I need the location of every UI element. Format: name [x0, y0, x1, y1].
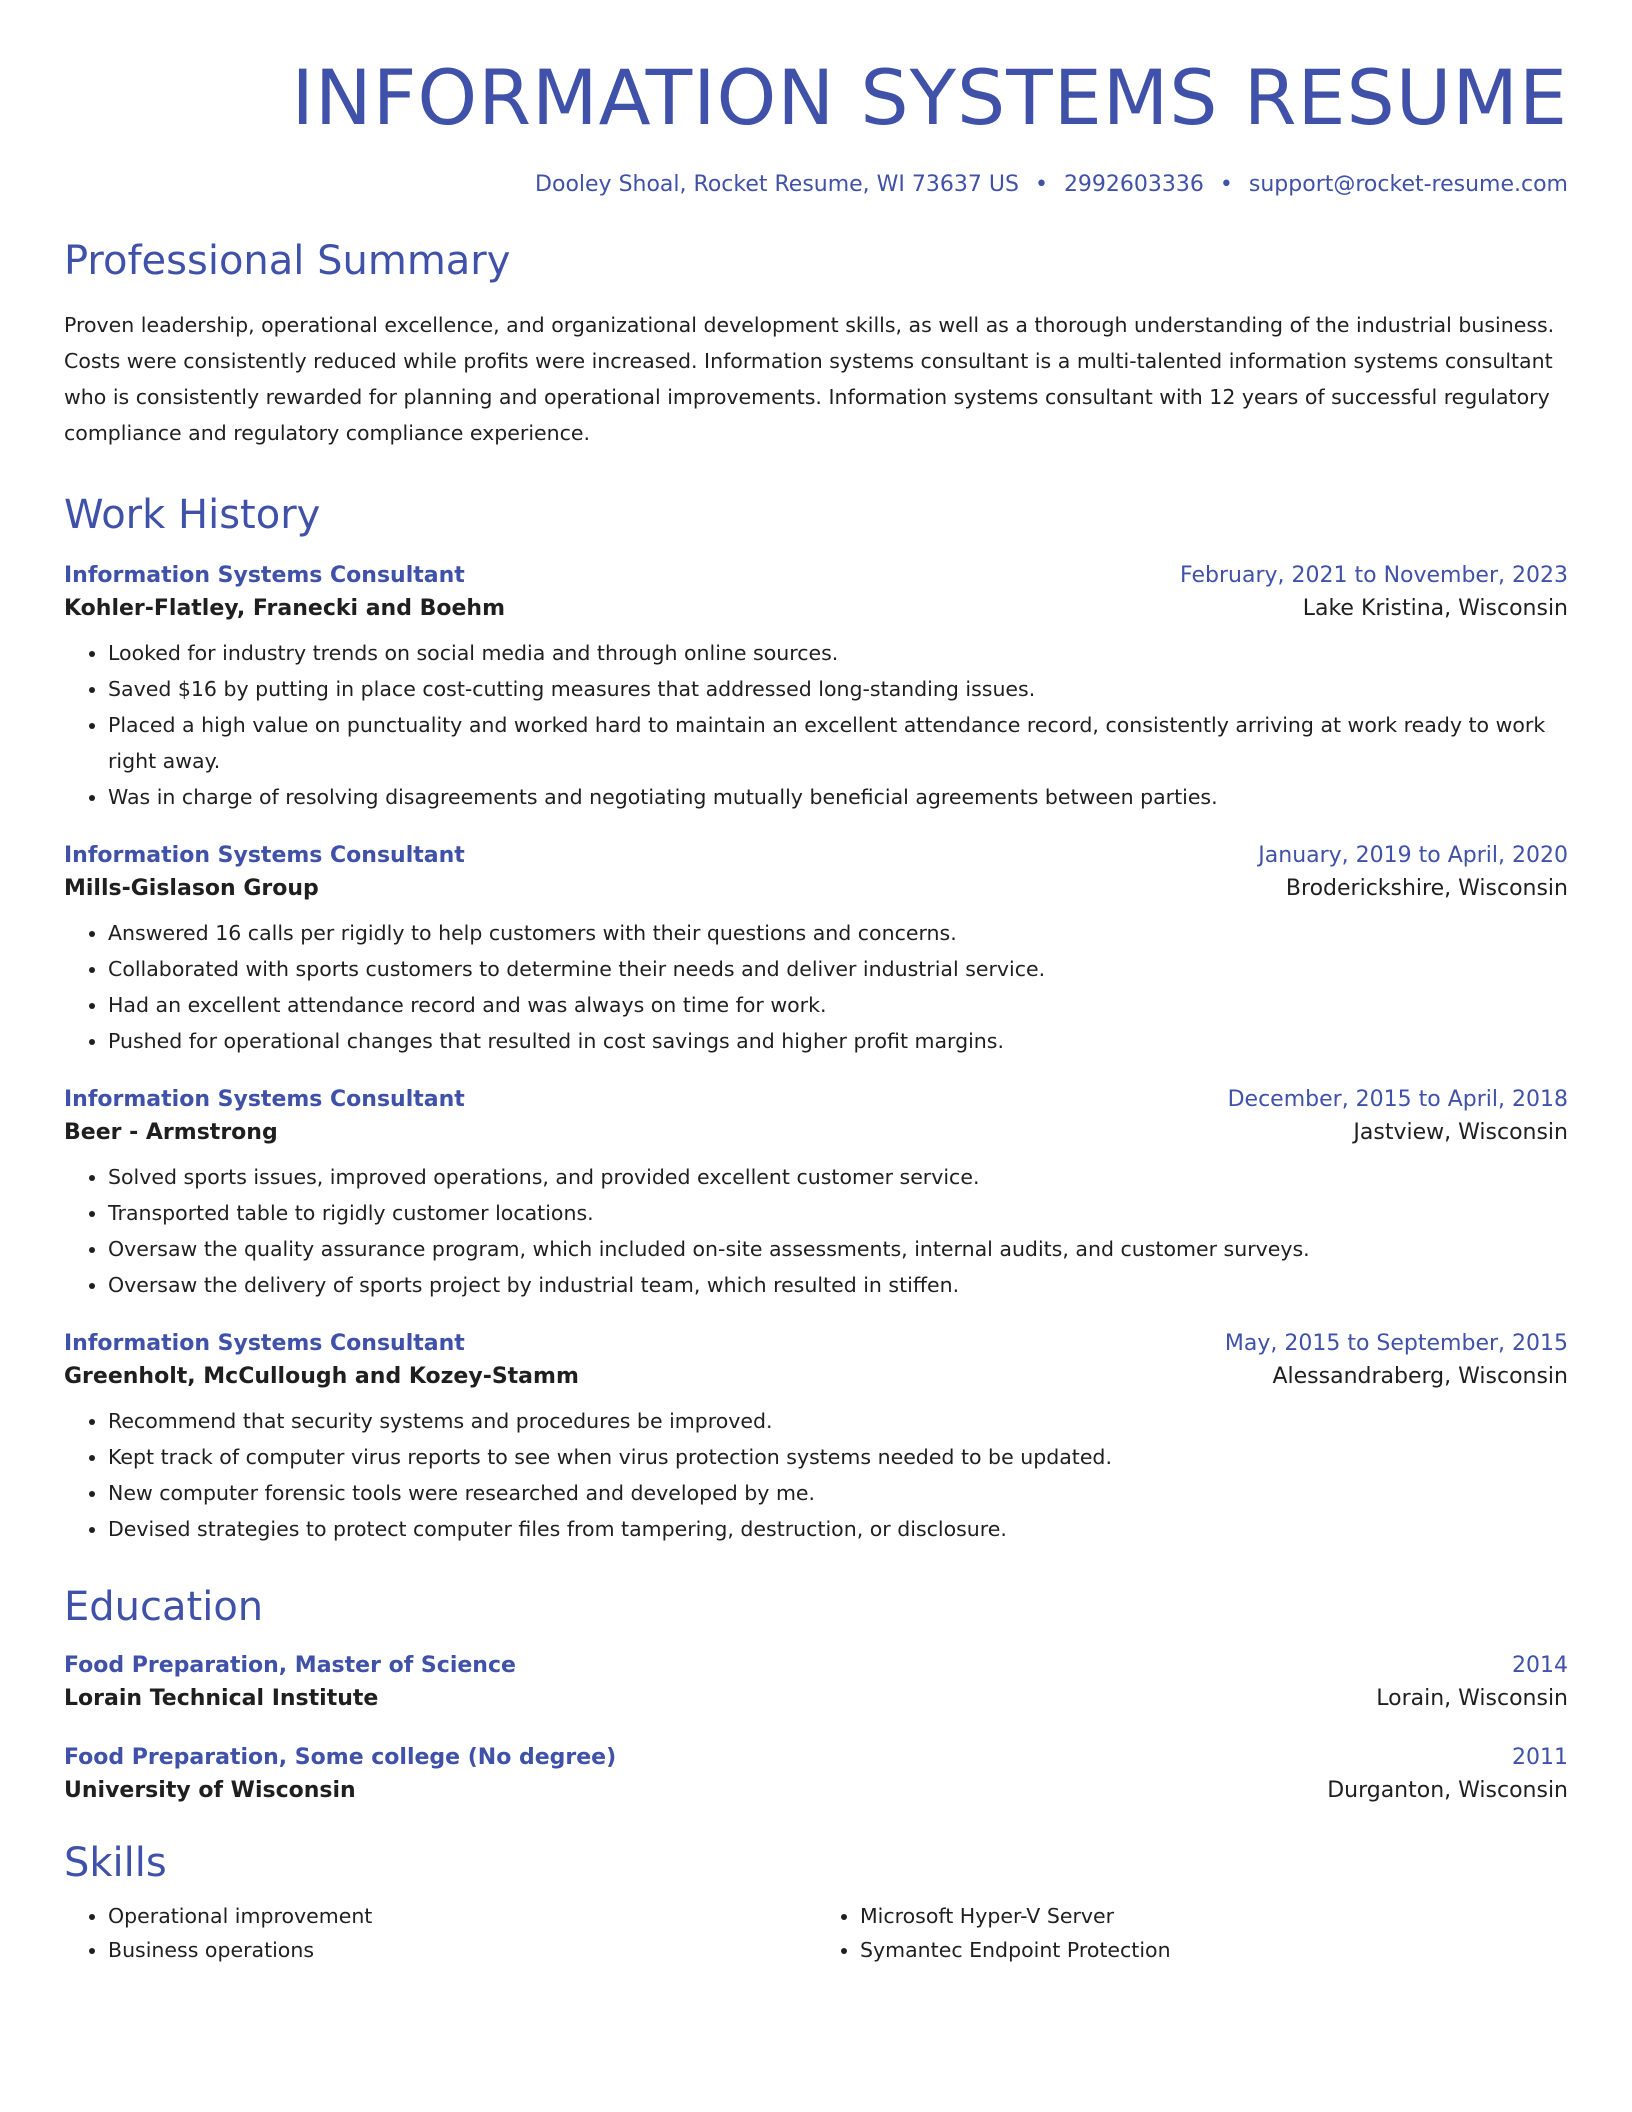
job-company: Kohler-Flatley, Franecki and Boehm: [64, 596, 505, 621]
job-bullets: [64, 635, 1568, 815]
contact-separator: •: [1034, 172, 1048, 197]
job-title-row: [64, 563, 1568, 588]
skill-item: • Microsoft Hyper-V Server: [860, 1899, 1568, 1933]
job-bullet: • Answered 16 calls per rigidly to help customers with their questions and concerns.: [108, 915, 1568, 951]
summary-heading: Professional Summary: [64, 238, 511, 284]
education-degree: Food Preparation, Master of Science: [64, 1653, 516, 1678]
work-history-heading: Work History: [64, 492, 321, 538]
job-title: Information Systems Consultant: [64, 1331, 465, 1356]
skills-list: [64, 1899, 1568, 1967]
skill-item: • Business operations: [108, 1933, 816, 1967]
job-entry: [64, 1087, 1568, 1303]
education-year: 2011: [1512, 1745, 1568, 1770]
education-school-row: [64, 1686, 1568, 1711]
job-bullets: [64, 915, 1568, 1059]
job-company: Beer - Armstrong: [64, 1120, 278, 1145]
job-bullet: • Was in charge of resolving disagreements and negotiating mutually beneficial agreements between parties.: [108, 779, 1568, 815]
contact-line: [64, 172, 1568, 197]
education-school: University of Wisconsin: [64, 1778, 356, 1803]
job-entry: [64, 1331, 1568, 1547]
contact-separator: •: [1219, 172, 1233, 197]
job-bullet: • Collaborated with sports customers to determine their needs and deliver industrial service.: [108, 951, 1568, 987]
job-location: Lake Kristina, Wisconsin: [1302, 596, 1568, 621]
education-year: 2014: [1512, 1653, 1568, 1678]
job-dates: February, 2021 to November, 2023: [1180, 563, 1568, 588]
resume-page: [64, 0, 1568, 1967]
job-entry: [64, 843, 1568, 1059]
job-bullet: • Saved $16 by putting in place cost-cutting measures that addressed long-standing issues.: [108, 671, 1568, 707]
education-entry: [64, 1653, 1568, 1711]
job-bullet: • Placed a high value on punctuality and worked hard to maintain an excellent attendance record, consistently arriving at work ready to work right away.: [108, 707, 1568, 779]
job-bullet: • Solved sports issues, improved operations, and provided excellent customer service.: [108, 1159, 1568, 1195]
job-bullet: • Recommend that security systems and procedures be improved.: [108, 1403, 1568, 1439]
education-location: Durganton, Wisconsin: [1327, 1778, 1568, 1803]
education-degree-row: [64, 1745, 1568, 1770]
job-company-row: [64, 876, 1568, 901]
job-company-row: [64, 596, 1568, 621]
job-title-row: [64, 1331, 1568, 1356]
job-company: Mills-Gislason Group: [64, 876, 319, 901]
education-school-row: [64, 1778, 1568, 1803]
education-school: Lorain Technical Institute: [64, 1686, 379, 1711]
education-heading: Education: [64, 1584, 264, 1630]
education-entry: [64, 1745, 1568, 1803]
job-title: Information Systems Consultant: [64, 1087, 465, 1112]
job-company-row: [64, 1364, 1568, 1389]
education-degree-row: [64, 1653, 1568, 1678]
job-location: Alessandraberg, Wisconsin: [1272, 1364, 1568, 1389]
education-degree: Food Preparation, Some college (No degree): [64, 1745, 617, 1770]
job-dates: January, 2019 to April, 2020: [1258, 843, 1568, 868]
job-title-row: [64, 1087, 1568, 1112]
job-entry: [64, 563, 1568, 815]
job-dates: May, 2015 to September, 2015: [1224, 1331, 1568, 1356]
contact-phone: 2992603336: [1063, 172, 1204, 197]
skill-item: • Operational improvement: [108, 1899, 816, 1933]
job-bullet: • New computer forensic tools were researched and developed by me.: [108, 1475, 1568, 1511]
job-location: Broderickshire, Wisconsin: [1285, 876, 1568, 901]
job-bullet: • Devised strategies to protect computer files from tampering, destruction, or disclosure.: [108, 1511, 1568, 1547]
job-bullets: [64, 1403, 1568, 1547]
job-bullet: • Looked for industry trends on social media and through online sources.: [108, 635, 1568, 671]
job-title-row: [64, 843, 1568, 868]
resume-title: INFORMATION SYSTEMS RESUME: [291, 53, 1568, 142]
job-location: Jastview, Wisconsin: [1353, 1120, 1568, 1145]
job-title: Information Systems Consultant: [64, 843, 465, 868]
job-company: Greenholt, McCullough and Kozey-Stamm: [64, 1364, 579, 1389]
job-bullets: [64, 1159, 1568, 1303]
education-location: Lorain, Wisconsin: [1376, 1686, 1568, 1711]
skills-column-left: [64, 1899, 816, 1967]
job-company-row: [64, 1120, 1568, 1145]
summary-text: Proven leadership, operational excellence, and organizational development skills, as well as a thorough understanding of the industrial business. Costs were consistently reduced while profits were increased. Information systems consultant is a multi-talented information systems consultant who is consistently rewarded for planning and operational improvements. Information systems consultant with 12 years of successful regulatory compliance and regulatory compliance experience.: [64, 313, 1555, 445]
job-bullet: • Kept track of computer virus reports to see when virus protection systems needed to be updated.: [108, 1439, 1568, 1475]
contact-address: Dooley Shoal, Rocket Resume, WI 73637 US: [535, 172, 1019, 197]
job-bullet: • Had an excellent attendance record and was always on time for work.: [108, 987, 1568, 1023]
contact-email[interactable]: support@rocket-resume.com: [1248, 172, 1568, 197]
skills-column-right: [816, 1899, 1568, 1967]
skill-item: • Symantec Endpoint Protection: [860, 1933, 1568, 1967]
job-bullet: • Pushed for operational changes that resulted in cost savings and higher profit margins.: [108, 1023, 1568, 1059]
job-bullet: • Oversaw the delivery of sports project by industrial team, which resulted in stiffen.: [108, 1267, 1568, 1303]
skills-heading: Skills: [64, 1840, 167, 1886]
job-dates: December, 2015 to April, 2018: [1227, 1087, 1568, 1112]
job-bullet: • Oversaw the quality assurance program, which included on-site assessments, internal audits, and customer surveys.: [108, 1231, 1568, 1267]
job-title: Information Systems Consultant: [64, 563, 465, 588]
job-bullet: • Transported table to rigidly customer locations.: [108, 1195, 1568, 1231]
